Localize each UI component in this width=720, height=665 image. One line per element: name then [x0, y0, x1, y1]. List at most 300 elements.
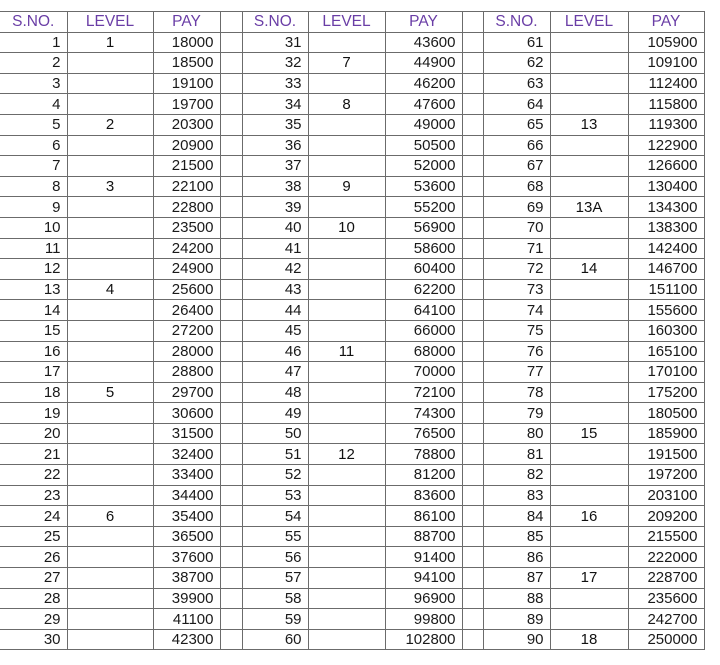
cell-level [550, 300, 628, 321]
column-separator [462, 238, 483, 259]
cell-pay: 151100 [628, 279, 704, 300]
cell-pay: 74300 [385, 403, 462, 424]
cell-pay: 44900 [385, 53, 462, 74]
column-separator [462, 300, 483, 321]
table-row [0, 259, 704, 280]
table-row [0, 362, 704, 383]
cell-pay: 37600 [153, 547, 220, 568]
cell-sno: 44 [242, 300, 308, 321]
cell-pay: 33400 [153, 465, 220, 486]
column-separator [462, 485, 483, 506]
cell-level [67, 629, 153, 650]
table-row [0, 320, 704, 341]
cell-sno: 13 [0, 279, 67, 300]
cell-sno: 66 [483, 135, 550, 156]
cell-level [550, 135, 628, 156]
column-separator [220, 94, 242, 115]
header-pay: PAY [628, 12, 704, 33]
cell-sno: 15 [0, 320, 67, 341]
cell-pay: 46200 [385, 73, 462, 94]
cell-level: 4 [67, 279, 153, 300]
cell-sno: 22 [0, 465, 67, 486]
cell-sno: 3 [0, 73, 67, 94]
column-separator [462, 32, 483, 53]
cell-pay: 20900 [153, 135, 220, 156]
cell-sno: 30 [0, 629, 67, 650]
cell-level [308, 629, 385, 650]
cell-pay: 215500 [628, 526, 704, 547]
column-separator [220, 609, 242, 630]
cell-pay: 228700 [628, 568, 704, 589]
cell-pay: 18000 [153, 32, 220, 53]
cell-level [550, 341, 628, 362]
cell-pay: 76500 [385, 423, 462, 444]
cell-level [308, 32, 385, 53]
cell-pay: 24900 [153, 259, 220, 280]
cell-sno: 39 [242, 197, 308, 218]
column-separator [462, 341, 483, 362]
cell-sno: 73 [483, 279, 550, 300]
cell-pay: 203100 [628, 485, 704, 506]
header-row [0, 12, 704, 33]
table-row [0, 53, 704, 74]
cell-level [67, 217, 153, 238]
cell-pay: 96900 [385, 588, 462, 609]
cell-sno: 19 [0, 403, 67, 424]
column-separator [220, 485, 242, 506]
cell-level [308, 506, 385, 527]
table-row [0, 238, 704, 259]
header-level: LEVEL [550, 12, 628, 33]
cell-sno: 77 [483, 362, 550, 383]
cell-level [67, 485, 153, 506]
cell-pay: 86100 [385, 506, 462, 527]
column-separator [462, 547, 483, 568]
cell-pay: 191500 [628, 444, 704, 465]
cell-level [308, 609, 385, 630]
cell-level: 17 [550, 568, 628, 589]
header-pay: PAY [153, 12, 220, 33]
table-row [0, 423, 704, 444]
cell-pay: 26400 [153, 300, 220, 321]
cell-level [550, 217, 628, 238]
cell-pay: 142400 [628, 238, 704, 259]
cell-pay: 42300 [153, 629, 220, 650]
cell-level: 2 [67, 114, 153, 135]
column-separator [220, 197, 242, 218]
column-separator [220, 279, 242, 300]
cell-level [308, 362, 385, 383]
cell-pay: 102800 [385, 629, 462, 650]
column-separator [220, 444, 242, 465]
cell-sno: 12 [0, 259, 67, 280]
column-separator [462, 217, 483, 238]
column-separator [220, 217, 242, 238]
cell-sno: 87 [483, 568, 550, 589]
cell-sno: 45 [242, 320, 308, 341]
cell-pay: 52000 [385, 156, 462, 177]
cell-level: 1 [67, 32, 153, 53]
cell-pay: 185900 [628, 423, 704, 444]
cell-pay: 94100 [385, 568, 462, 589]
cell-sno: 78 [483, 382, 550, 403]
cell-sno: 6 [0, 135, 67, 156]
column-separator [220, 588, 242, 609]
cell-sno: 72 [483, 259, 550, 280]
cell-level [308, 465, 385, 486]
table-row [0, 114, 704, 135]
cell-level [308, 588, 385, 609]
cell-pay: 18500 [153, 53, 220, 74]
cell-level [308, 382, 385, 403]
column-separator [220, 341, 242, 362]
cell-pay: 130400 [628, 176, 704, 197]
cell-level [308, 300, 385, 321]
cell-pay: 209200 [628, 506, 704, 527]
column-separator [462, 94, 483, 115]
cell-level [67, 259, 153, 280]
column-separator [220, 320, 242, 341]
column-separator [462, 444, 483, 465]
cell-pay: 66000 [385, 320, 462, 341]
cell-pay: 60400 [385, 259, 462, 280]
cell-pay: 155600 [628, 300, 704, 321]
cell-pay: 32400 [153, 444, 220, 465]
column-separator [220, 568, 242, 589]
column-separator [462, 53, 483, 74]
cell-pay: 180500 [628, 403, 704, 424]
column-separator [220, 629, 242, 650]
cell-sno: 54 [242, 506, 308, 527]
column-separator [220, 114, 242, 135]
cell-pay: 112400 [628, 73, 704, 94]
cell-sno: 67 [483, 156, 550, 177]
cell-pay: 91400 [385, 547, 462, 568]
cell-sno: 35 [242, 114, 308, 135]
cell-level [308, 423, 385, 444]
cell-pay: 146700 [628, 259, 704, 280]
cell-sno: 52 [242, 465, 308, 486]
cell-pay: 64100 [385, 300, 462, 321]
cell-level: 10 [308, 217, 385, 238]
table-row [0, 73, 704, 94]
table-row [0, 176, 704, 197]
table-row [0, 382, 704, 403]
cell-pay: 39900 [153, 588, 220, 609]
cell-level [308, 526, 385, 547]
cell-sno: 83 [483, 485, 550, 506]
cell-level: 12 [308, 444, 385, 465]
table-body [0, 32, 704, 650]
cell-sno: 34 [242, 94, 308, 115]
table-row [0, 526, 704, 547]
cell-pay: 36500 [153, 526, 220, 547]
cell-sno: 4 [0, 94, 67, 115]
cell-pay: 28000 [153, 341, 220, 362]
cell-level [308, 403, 385, 424]
header-sno: S.NO. [0, 12, 67, 33]
column-separator [462, 506, 483, 527]
cell-pay: 78800 [385, 444, 462, 465]
cell-level [550, 547, 628, 568]
cell-pay: 175200 [628, 382, 704, 403]
cell-sno: 65 [483, 114, 550, 135]
cell-level [67, 444, 153, 465]
cell-pay: 38700 [153, 568, 220, 589]
cell-level [67, 362, 153, 383]
cell-sno: 88 [483, 588, 550, 609]
table-row [0, 629, 704, 650]
cell-sno: 85 [483, 526, 550, 547]
cell-pay: 160300 [628, 320, 704, 341]
column-separator [462, 176, 483, 197]
cell-pay: 88700 [385, 526, 462, 547]
header-pay: PAY [385, 12, 462, 33]
table-row [0, 94, 704, 115]
cell-sno: 40 [242, 217, 308, 238]
cell-sno: 90 [483, 629, 550, 650]
column-separator [462, 197, 483, 218]
cell-level: 5 [67, 382, 153, 403]
cell-pay: 22100 [153, 176, 220, 197]
cell-sno: 84 [483, 506, 550, 527]
cell-sno: 43 [242, 279, 308, 300]
column-separator [462, 12, 483, 33]
cell-level: 8 [308, 94, 385, 115]
cell-level [308, 568, 385, 589]
cell-sno: 41 [242, 238, 308, 259]
cell-sno: 10 [0, 217, 67, 238]
cell-level [67, 423, 153, 444]
cell-sno: 70 [483, 217, 550, 238]
cell-level [67, 53, 153, 74]
cell-pay: 53600 [385, 176, 462, 197]
table-row [0, 135, 704, 156]
table-row [0, 547, 704, 568]
cell-level [550, 94, 628, 115]
table-row [0, 217, 704, 238]
cell-level [550, 382, 628, 403]
cell-level [308, 135, 385, 156]
cell-pay: 28800 [153, 362, 220, 383]
cell-pay: 19100 [153, 73, 220, 94]
cell-sno: 48 [242, 382, 308, 403]
cell-pay: 47600 [385, 94, 462, 115]
column-separator [462, 609, 483, 630]
cell-pay: 235600 [628, 588, 704, 609]
cell-sno: 86 [483, 547, 550, 568]
cell-pay: 22800 [153, 197, 220, 218]
column-separator [462, 73, 483, 94]
cell-sno: 16 [0, 341, 67, 362]
cell-sno: 37 [242, 156, 308, 177]
table-row [0, 568, 704, 589]
column-separator [220, 423, 242, 444]
column-separator [462, 114, 483, 135]
cell-level: 9 [308, 176, 385, 197]
header-level: LEVEL [67, 12, 153, 33]
table-row [0, 341, 704, 362]
column-separator [220, 300, 242, 321]
cell-pay: 250000 [628, 629, 704, 650]
cell-sno: 21 [0, 444, 67, 465]
column-separator [462, 382, 483, 403]
cell-pay: 115800 [628, 94, 704, 115]
cell-pay: 50500 [385, 135, 462, 156]
column-separator [462, 362, 483, 383]
cell-pay: 122900 [628, 135, 704, 156]
cell-level: 3 [67, 176, 153, 197]
cell-pay: 34400 [153, 485, 220, 506]
cell-sno: 49 [242, 403, 308, 424]
header-sno: S.NO. [483, 12, 550, 33]
cell-level [67, 609, 153, 630]
column-separator [462, 259, 483, 280]
cell-sno: 33 [242, 73, 308, 94]
cell-level [550, 53, 628, 74]
cell-sno: 81 [483, 444, 550, 465]
cell-level [550, 238, 628, 259]
cell-level [67, 320, 153, 341]
cell-pay: 31500 [153, 423, 220, 444]
column-separator [220, 506, 242, 527]
cell-pay: 119300 [628, 114, 704, 135]
cell-level [308, 197, 385, 218]
cell-level [550, 362, 628, 383]
cell-sno: 60 [242, 629, 308, 650]
cell-level [308, 259, 385, 280]
cell-level [550, 485, 628, 506]
table-row [0, 485, 704, 506]
cell-sno: 64 [483, 94, 550, 115]
cell-level [308, 279, 385, 300]
column-separator [462, 320, 483, 341]
cell-sno: 26 [0, 547, 67, 568]
cell-sno: 61 [483, 32, 550, 53]
pay-matrix-table [0, 11, 705, 650]
column-separator [220, 12, 242, 33]
cell-sno: 18 [0, 382, 67, 403]
cell-pay: 27200 [153, 320, 220, 341]
cell-sno: 51 [242, 444, 308, 465]
cell-sno: 29 [0, 609, 67, 630]
cell-pay: 24200 [153, 238, 220, 259]
cell-pay: 23500 [153, 217, 220, 238]
cell-sno: 76 [483, 341, 550, 362]
cell-level [550, 526, 628, 547]
cell-sno: 27 [0, 568, 67, 589]
column-separator [220, 547, 242, 568]
cell-sno: 9 [0, 197, 67, 218]
table-row [0, 403, 704, 424]
cell-level [550, 320, 628, 341]
cell-pay: 81200 [385, 465, 462, 486]
table-row [0, 32, 704, 53]
cell-sno: 59 [242, 609, 308, 630]
cell-level [550, 32, 628, 53]
cell-sno: 53 [242, 485, 308, 506]
cell-level [550, 465, 628, 486]
cell-pay: 41100 [153, 609, 220, 630]
cell-sno: 2 [0, 53, 67, 74]
cell-level [67, 135, 153, 156]
cell-level [67, 156, 153, 177]
column-separator [220, 135, 242, 156]
cell-sno: 79 [483, 403, 550, 424]
cell-sno: 11 [0, 238, 67, 259]
column-separator [462, 526, 483, 547]
cell-level [308, 485, 385, 506]
cell-sno: 1 [0, 32, 67, 53]
cell-sno: 68 [483, 176, 550, 197]
cell-pay: 126600 [628, 156, 704, 177]
cell-level [550, 444, 628, 465]
cell-pay: 165100 [628, 341, 704, 362]
cell-sno: 89 [483, 609, 550, 630]
cell-pay: 109100 [628, 53, 704, 74]
cell-level [550, 588, 628, 609]
table-row [0, 279, 704, 300]
cell-sno: 56 [242, 547, 308, 568]
column-separator [220, 403, 242, 424]
cell-sno: 55 [242, 526, 308, 547]
cell-pay: 49000 [385, 114, 462, 135]
cell-level: 13A [550, 197, 628, 218]
cell-pay: 25600 [153, 279, 220, 300]
cell-level: 16 [550, 506, 628, 527]
cell-pay: 170100 [628, 362, 704, 383]
cell-level [308, 73, 385, 94]
table-row [0, 300, 704, 321]
cell-pay: 19700 [153, 94, 220, 115]
cell-sno: 7 [0, 156, 67, 177]
cell-sno: 69 [483, 197, 550, 218]
cell-level [550, 403, 628, 424]
column-separator [462, 423, 483, 444]
cell-pay: 83600 [385, 485, 462, 506]
cell-sno: 42 [242, 259, 308, 280]
column-separator [220, 526, 242, 547]
cell-pay: 105900 [628, 32, 704, 53]
cell-sno: 74 [483, 300, 550, 321]
cell-level [67, 526, 153, 547]
cell-level [550, 279, 628, 300]
cell-pay: 72100 [385, 382, 462, 403]
column-separator [220, 362, 242, 383]
cell-level: 14 [550, 259, 628, 280]
cell-level [67, 547, 153, 568]
cell-level [67, 300, 153, 321]
cell-pay: 68000 [385, 341, 462, 362]
cell-level: 6 [67, 506, 153, 527]
cell-sno: 46 [242, 341, 308, 362]
column-separator [220, 32, 242, 53]
cell-sno: 57 [242, 568, 308, 589]
column-separator [220, 156, 242, 177]
cell-sno: 82 [483, 465, 550, 486]
column-separator [220, 465, 242, 486]
column-separator [220, 238, 242, 259]
cell-level: 13 [550, 114, 628, 135]
column-separator [462, 156, 483, 177]
cell-sno: 20 [0, 423, 67, 444]
cell-level [67, 403, 153, 424]
cell-sno: 31 [242, 32, 308, 53]
column-separator [220, 259, 242, 280]
cell-level [67, 465, 153, 486]
cell-level [67, 238, 153, 259]
cell-level [67, 197, 153, 218]
